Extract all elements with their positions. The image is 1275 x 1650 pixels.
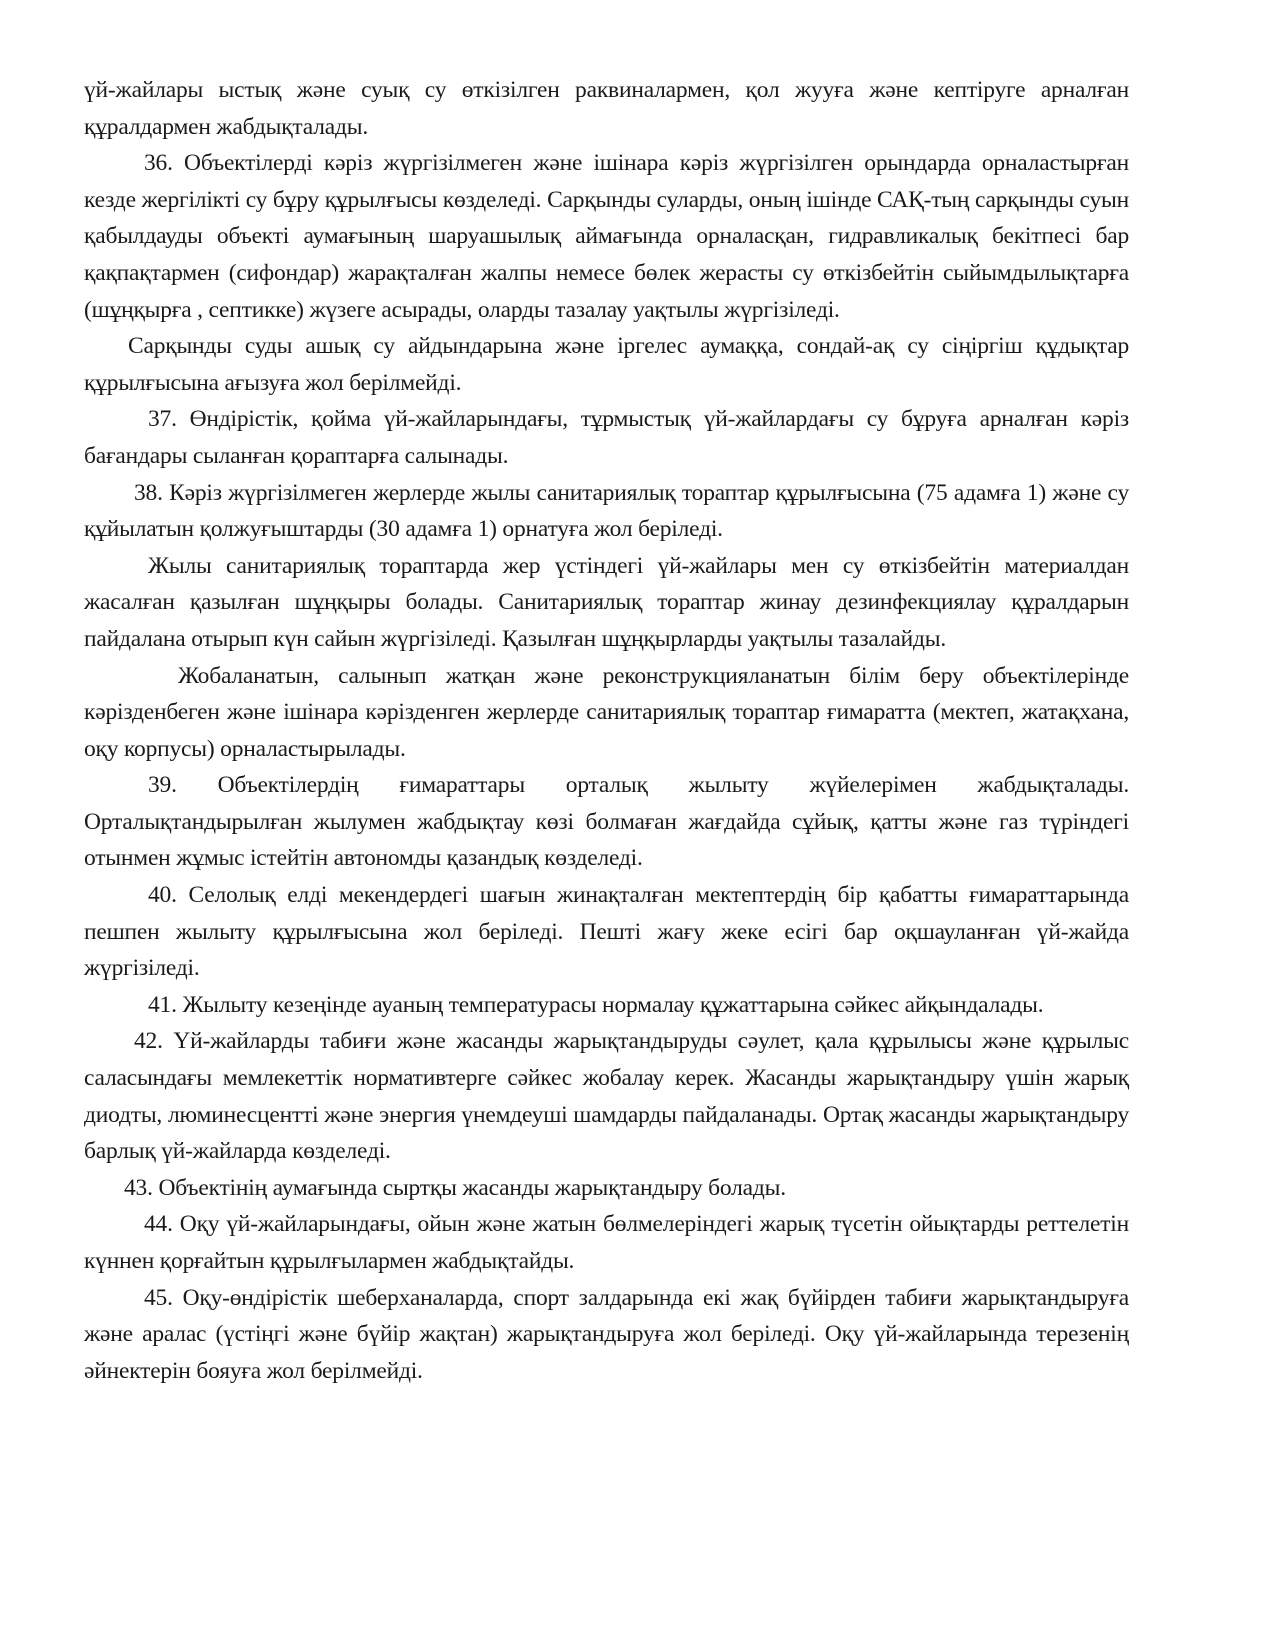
paragraph-item-40: 40. Селолық елді мекендердегі шағын жинақталған мектептердің бір қабатты ғимараттарында пешпен жылыту құрылғысына жол беріледі. Пешті жағу жеке есігі бар оқшауланған үй-жайда жүргізіледі. — [84, 882, 1129, 982]
paragraph-item-41: 41. Жылыту кезеңінде ауаның температурасы нормалау құжаттарына сәйкес айқындалады. — [148, 991, 1044, 1018]
paragraph-item-39: 39. Объектілердің ғимараттары орталық жылыту жүйелерімен жабдықталады. Орталықтандырылған жылумен жабдықтау көзі болмаған жағдайда сұйық, қатты және газ түріндегі отынмен жұмыс істейтін автономды қазандық көзделеді. — [84, 772, 1129, 872]
paragraph-item-43: 43. Объектінің аумағында сыртқы жасанды жарықтандыру болады. — [124, 1174, 786, 1201]
paragraph-item-37: 37. Өндірістік, қойма үй-жайларындағы, тұрмыстық үй-жайлардағы су бұруға арналған кәріз бағандары сыланған қораптарға салынады. — [84, 406, 1129, 469]
paragraph-item-38: 38. Кәріз жүргізілмеген жерлерде жылы санитариялық тораптар құрылғысына (75 адамға 1) және су құйылатын қолжуғыштарды (30 адамға 1) орнатуға жол беріледі. — [84, 479, 1129, 543]
paragraph-item-36: 36. Объектілерді кәріз жүргізілмеген және ішінара кәріз жүргізілген орындарда орналастырған кезде жергілікті су бұру құрылғысы көзделеді. Сарқынды суларды, оның ішінде САҚ-тың сарқынды суын қабылдауды объекті аумағының шаруашылық аймағында орналасқан, гидравликалық бекітпесі бар қақпақтармен (сифондар) жарақталған жалпы немесе бөлек жерасты су өткізбейтін сыйымдылықтарға (шұңқырға , септикке) жүзеге асырады, оларды тазалау уақтылы жүргізіледі. — [84, 150, 1129, 323]
paragraph-continuation: үй-жайлары ыстық және суық су өткізілген раквиналармен, қол жууға және кептіруге арналған құралдармен жабдықталады. — [84, 77, 1129, 140]
paragraph-designed-objects: Жобаланатын, салынып жатқан және реконструкцияланатын білім беру объектілерінде кәрізденбеген және ішінара кәрізденген жерлерде санитариялық тораптар ғимаратта (мектеп, жатақхана, оқу корпусы) орналастырылады. — [84, 662, 1129, 762]
paragraph-item-42: 42. Үй-жайларды табиғи және жасанды жарықтандыруды сәулет, қала құрылысы және құрылыс саласындағы мемлекеттік нормативтерге сәйкес жобалау керек. Жасанды жарықтандыру үшін жарық диодты, люминесцентті және энергия үнемдеуші шамдарды пайдаланады. Ортақ жасанды жарықтандыру барлық үй-жайларда көзделеді. — [84, 1028, 1129, 1165]
document-page — [84, 72, 1129, 1389]
paragraph-warm-sanitary: Жылы санитариялық тораптарда жер үстіндегі үй-жайлары мен су өткізбейтін материалдан жасалған қазылған шұңқыры болады. Санитариялық тораптар жинау дезинфекциялау құралдарын пайдалана отырып күн сайын жүргізіледі. Қазылған шұңқырларды уақтылы тазалайды. — [84, 552, 1129, 652]
paragraph-item-44: 44. Оқу үй-жайларындағы, ойын және жатын бөлмелеріндегі жарық түсетін ойықтарды реттелетін күннен қорғайтын құрылғылармен жабдықтайды. — [84, 1211, 1129, 1274]
paragraph-wastewater-prohibition: Сарқынды суды ашық су айдындарына және іргелес аумаққа, сондай-ақ су сіңіргіш құдықтар құрылғысына ағызуға жол берілмейді. — [84, 333, 1129, 396]
paragraph-item-45: 45. Оқу-өндірістік шеберханаларда, спорт залдарында екі жақ бүйірден табиғи жарықтандыруға және аралас (үстіңгі және бүйір жақтан) жарықтандыруға жол беріледі. Оқу үй-жайларында терезенің әйнектерін бояуға жол берілмейді. — [84, 1284, 1129, 1384]
